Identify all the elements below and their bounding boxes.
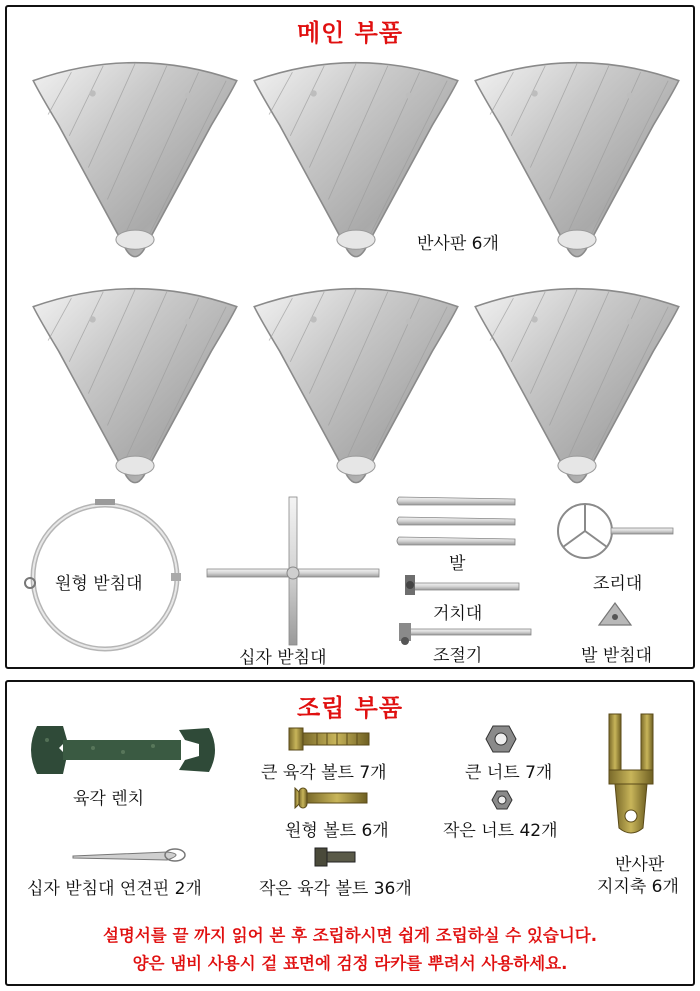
pin-label: 십자 받침대 연견핀 2개: [27, 879, 202, 899]
reflector-panel: [471, 277, 683, 489]
axis-label-line2: 지지축 6개: [597, 877, 679, 897]
small-bolt-label: 작은 육각 볼트 36개: [259, 879, 412, 899]
foot-stand: [595, 599, 635, 633]
reflector-label: 반사판 6개: [417, 234, 499, 254]
big-bolt-label: 큰 육각 볼트 7개: [261, 763, 387, 783]
assembly-parts-title: 조립 부품: [296, 694, 404, 722]
reflector-support-axis: [597, 710, 667, 840]
notice-line-2: 양은 냄비 사용시 겉 표면에 검정 라카를 뿌려서 사용하세요.: [132, 954, 568, 973]
round-bolt-label: 원형 볼트 6개: [285, 821, 389, 841]
cooking-stand: [555, 499, 677, 565]
wrench-label: 육각 렌치: [73, 789, 145, 809]
leg-label: 발: [449, 554, 466, 574]
cotter-pin: [71, 844, 189, 866]
reflector-panel: [29, 51, 241, 263]
reflector-panel: [29, 277, 241, 489]
round-stand-label: 원형 받침대: [55, 574, 143, 594]
big-nut-label: 큰 너트 7개: [465, 763, 553, 783]
foot-stand-label: 발 받침대: [581, 646, 653, 666]
small-nut-label: 작은 너트 42개: [443, 821, 558, 841]
main-parts-panel: [5, 5, 695, 669]
hex-wrench: [23, 720, 223, 782]
notice-line-1: 설명서를 끝 까지 읽어 본 후 조립하시면 쉽게 조립하실 수 있습니다.: [102, 926, 598, 945]
cross-stand: [203, 495, 383, 647]
cooking-stand-label: 조리대: [593, 574, 643, 594]
small-hex-bolt: [313, 846, 357, 868]
round-bolt: [293, 786, 371, 810]
cross-stand-label: 십자 받침대: [239, 648, 327, 668]
big-nut: [485, 724, 517, 754]
leg-rods: [395, 493, 519, 551]
axis-label-line1: 반사판: [615, 855, 665, 875]
adjuster-label: 조절기: [433, 646, 483, 666]
small-nut: [491, 790, 513, 810]
holder-rod: [397, 571, 521, 601]
reflector-panel: [250, 277, 462, 489]
main-parts-title: 메인 부품: [296, 19, 404, 47]
holder-label: 거치대: [433, 604, 483, 624]
big-hex-bolt: [287, 726, 373, 752]
assembly-parts-panel: [5, 680, 695, 986]
reflector-panel: [471, 51, 683, 263]
